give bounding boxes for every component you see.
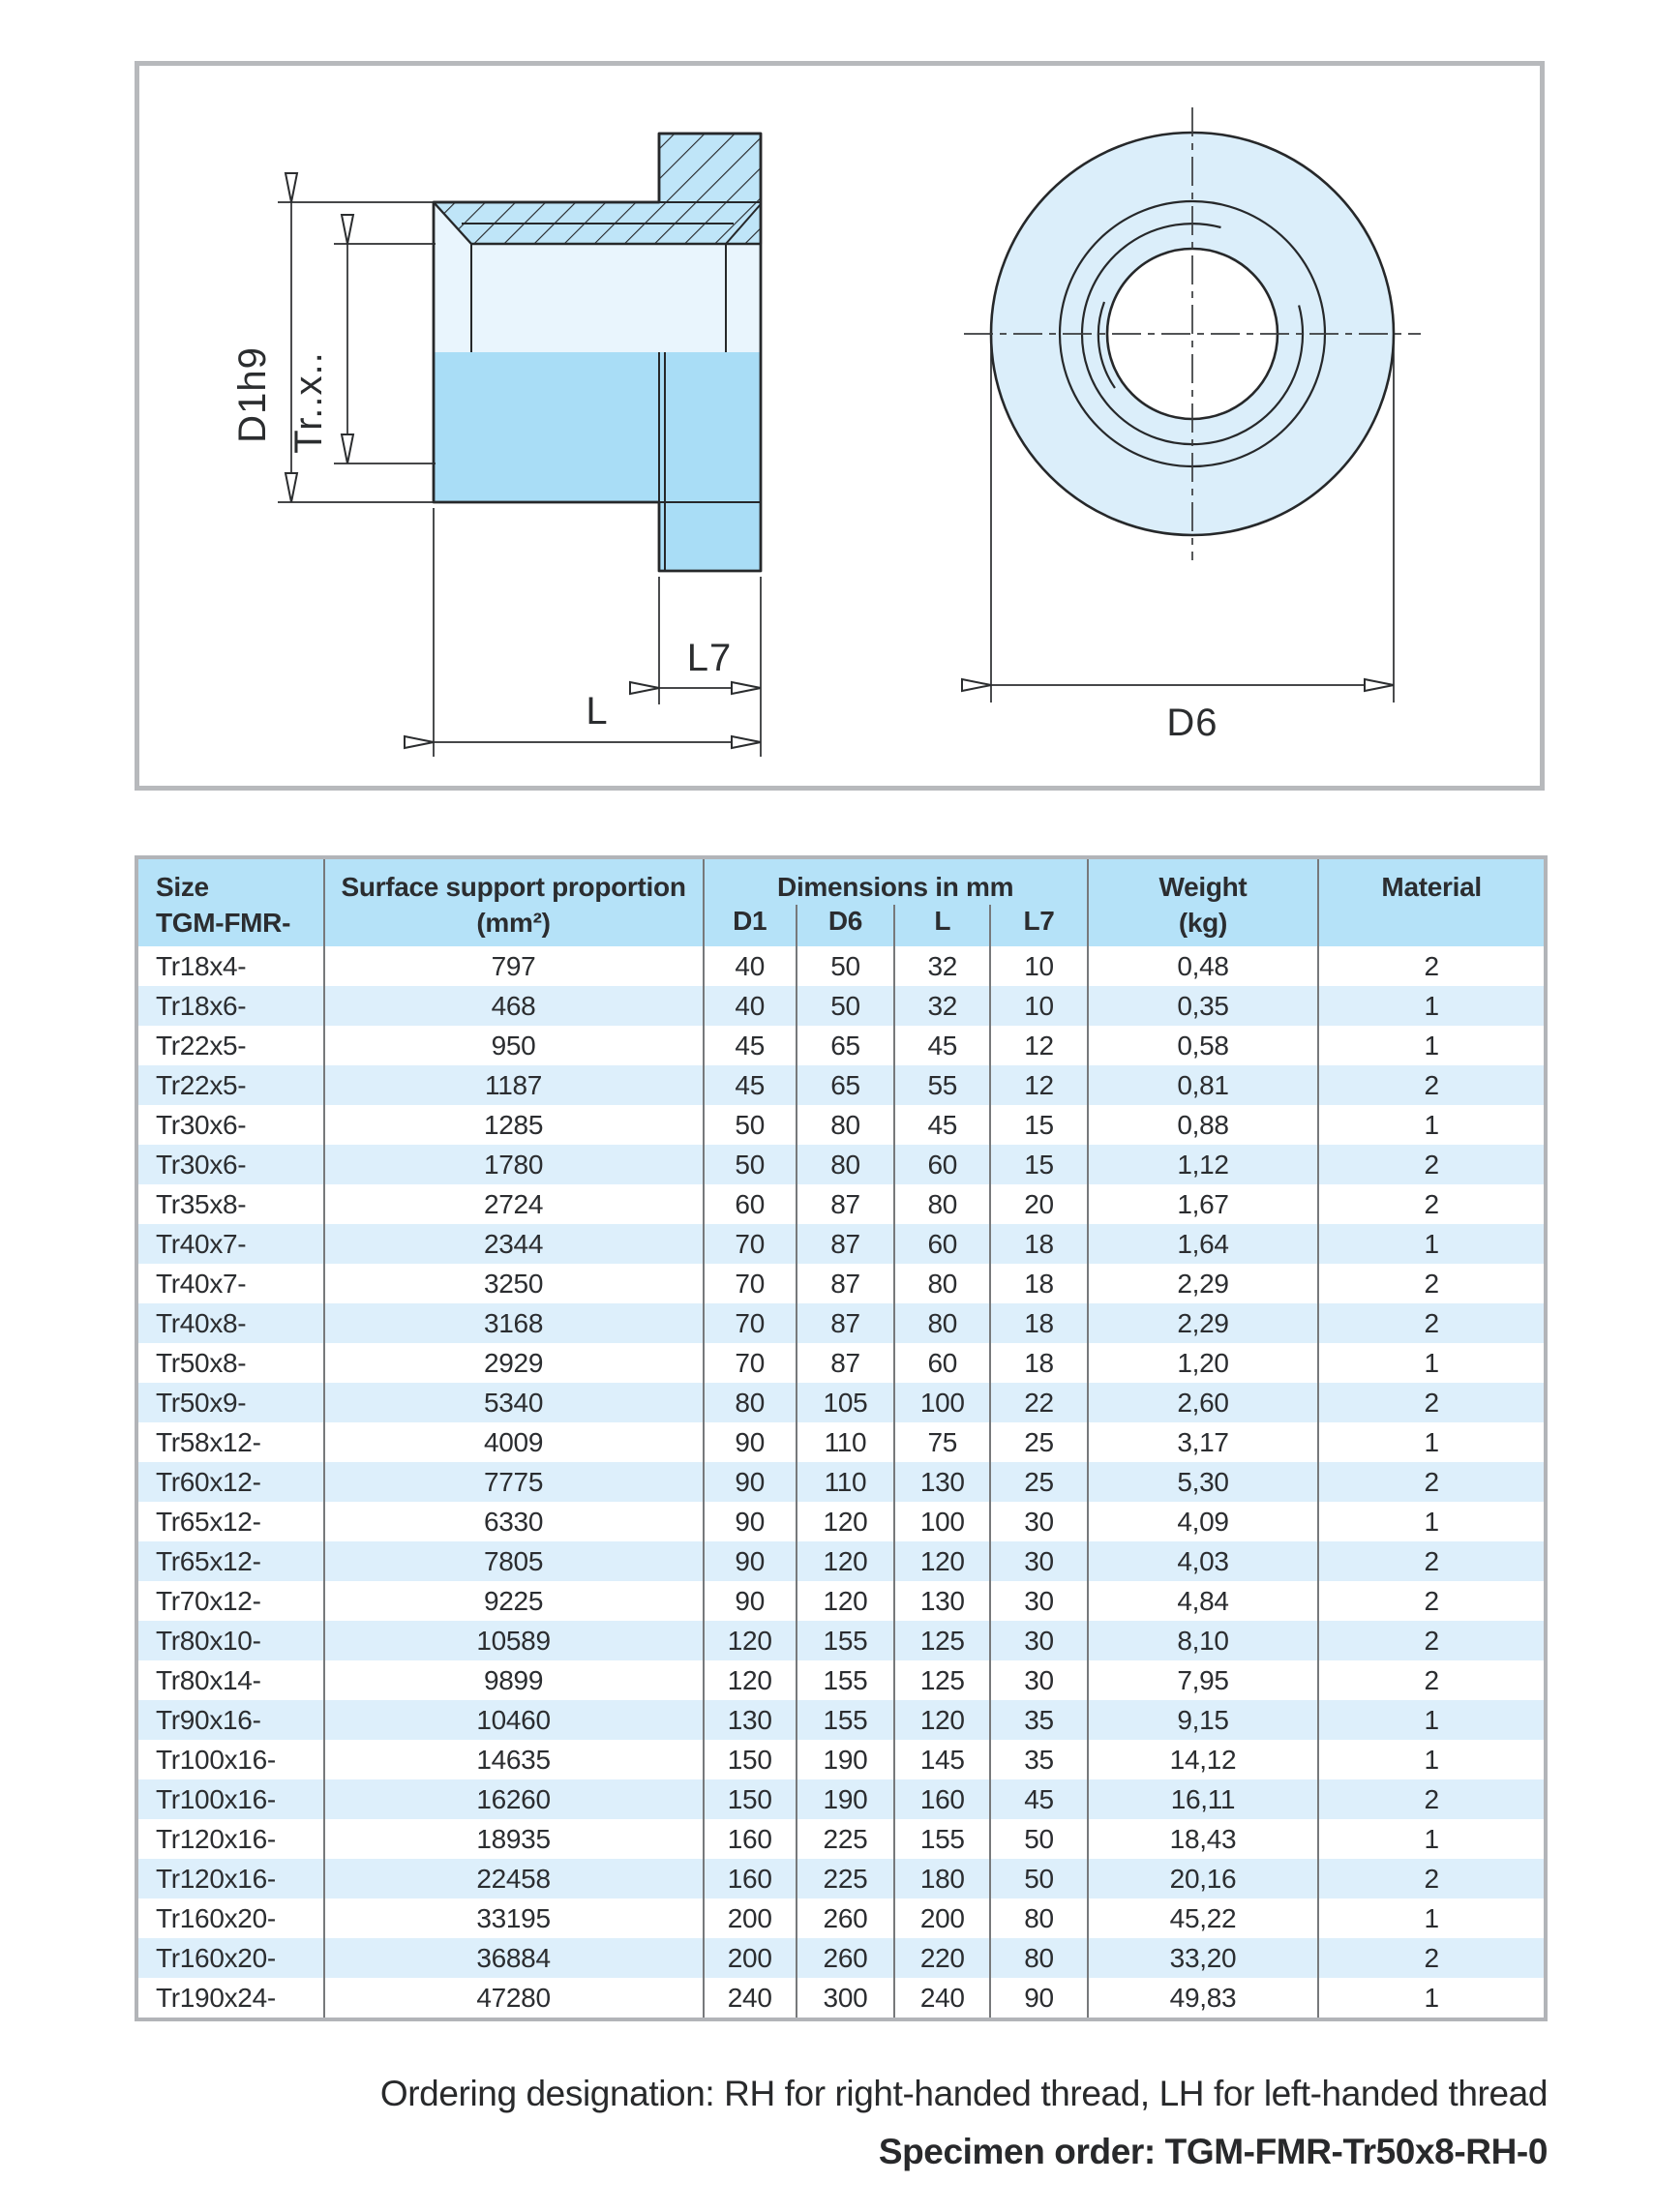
table-cell: 50: [990, 1859, 1087, 1898]
table-cell: Tr65x12-: [156, 1506, 261, 1537]
table-cell: 9,15: [1088, 1700, 1319, 1740]
table-cell: 200: [894, 1898, 990, 1938]
table-row: [136, 1938, 1546, 1978]
table-cell: 12: [990, 1065, 1087, 1105]
table-row: [136, 1105, 1546, 1145]
table-cell: 49,83: [1088, 1978, 1319, 2019]
table-cell: 0,88: [1088, 1105, 1319, 1145]
table-cell: 22458: [324, 1859, 704, 1898]
header-size-line2: TGM-FMR-: [156, 908, 291, 938]
table-cell: Tr22x5-: [156, 1030, 247, 1061]
table-cell: 240: [704, 1978, 797, 2019]
table-row: [136, 1978, 1546, 2019]
header-size: [136, 857, 324, 946]
table-cell: 155: [894, 1819, 990, 1859]
table-cell: Tr58x12-: [156, 1426, 261, 1457]
table-cell: 0,81: [1088, 1065, 1319, 1105]
table-row: [136, 1065, 1546, 1105]
side-view: [231, 134, 761, 757]
table-cell: 3168: [324, 1303, 704, 1343]
table-cell: 130: [894, 1581, 990, 1621]
table-cell: Tr120x16-: [136, 1859, 324, 1898]
table-cell: 30: [990, 1660, 1087, 1700]
table-cell: 7,95: [1088, 1660, 1319, 1700]
table-cell: 1: [1318, 1422, 1546, 1462]
table-cell: Tr70x12-: [156, 1585, 261, 1616]
table-row: [136, 1422, 1546, 1462]
table-row: [136, 1224, 1546, 1264]
table-cell: 55: [894, 1065, 990, 1105]
table-cell: 35: [990, 1740, 1087, 1779]
table-cell: 14635: [324, 1740, 704, 1779]
table-body: [136, 946, 1546, 2019]
table-cell: 18935: [324, 1819, 704, 1859]
table-cell: 145: [894, 1740, 990, 1779]
table-cell: 25: [990, 1462, 1087, 1502]
table-cell: 0,58: [1088, 1026, 1319, 1065]
table-cell: 22: [990, 1383, 1087, 1422]
table-cell: 18: [990, 1343, 1087, 1383]
table-cell: 120: [797, 1502, 894, 1541]
label-d1h9: D1h9: [231, 346, 274, 443]
table-cell: 160: [704, 1819, 797, 1859]
table-cell: 10: [990, 946, 1087, 986]
table-cell: Tr30x6-: [136, 1145, 324, 1184]
table-cell: 1,64: [1088, 1224, 1319, 1264]
table-cell: 2: [1318, 1184, 1546, 1224]
table-cell: 200: [704, 1898, 797, 1938]
table-cell: 1: [1318, 1343, 1546, 1383]
table-row: [136, 1462, 1546, 1502]
table-cell: Tr80x10-: [136, 1621, 324, 1660]
table-cell: 200: [704, 1938, 797, 1978]
table-row: [136, 1264, 1546, 1303]
table-cell: 18: [990, 1303, 1087, 1343]
front-view: [964, 107, 1421, 744]
table-cell: 1,12: [1088, 1145, 1319, 1184]
table-cell: 45: [894, 1026, 990, 1065]
table-cell: 2724: [324, 1184, 704, 1224]
table-cell: 75: [894, 1422, 990, 1462]
table-cell: 2: [1318, 1779, 1546, 1819]
table-cell: 100: [894, 1502, 990, 1541]
table-cell: 2: [1318, 1859, 1546, 1898]
table-cell: 300: [797, 1978, 894, 2019]
table-cell: 240: [894, 1978, 990, 2019]
table-cell: 45: [990, 1779, 1087, 1819]
table-row: [136, 1026, 1546, 1065]
table-cell: 45: [704, 1065, 797, 1105]
table-cell: 950: [324, 1026, 704, 1065]
table-cell: 10: [990, 986, 1087, 1026]
table-cell: 150: [704, 1740, 797, 1779]
table-cell: 60: [894, 1343, 990, 1383]
table-cell: 32: [894, 946, 990, 986]
table-row: [136, 1779, 1546, 1819]
label-d6: D6: [1166, 702, 1218, 744]
table-cell: 12: [990, 1026, 1087, 1065]
header-col-d1: D1: [704, 905, 797, 946]
table-cell: 50: [704, 1105, 797, 1145]
table-cell: 80: [894, 1264, 990, 1303]
table-cell: 60: [894, 1145, 990, 1184]
header-col-l7: L7: [990, 905, 1087, 946]
table-cell: 4,03: [1088, 1541, 1319, 1581]
table-cell: 18: [990, 1224, 1087, 1264]
table-cell: 80: [990, 1898, 1087, 1938]
table-cell: 125: [894, 1660, 990, 1700]
header-col-d6: D6: [797, 905, 894, 946]
table-cell: 60: [704, 1184, 797, 1224]
table-cell: 16,11: [1088, 1779, 1319, 1819]
table-row: [136, 986, 1546, 1026]
body-lower-half: [434, 352, 761, 571]
table-cell: 1187: [324, 1065, 704, 1105]
table-cell: 180: [894, 1859, 990, 1898]
table-row: [136, 1898, 1546, 1938]
table-cell: 80: [894, 1303, 990, 1343]
technical-drawing-frame: [135, 61, 1545, 791]
table-cell: 1: [1318, 1026, 1546, 1065]
table-cell: 190: [797, 1779, 894, 1819]
table-cell: 260: [797, 1938, 894, 1978]
table-cell: 2,60: [1088, 1383, 1319, 1422]
table-cell: Tr50x9-: [136, 1383, 324, 1422]
table-cell: 87: [797, 1264, 894, 1303]
table-cell: 15: [990, 1145, 1087, 1184]
table-cell: 87: [797, 1224, 894, 1264]
header-dimensions-group: Dimensions in mm: [704, 857, 1088, 905]
table-cell: 87: [797, 1184, 894, 1224]
table-cell: 9899: [324, 1660, 704, 1700]
table-cell: 90: [704, 1581, 797, 1621]
ordering-designation-note: Ordering designation: RH for right-handed thread, LH for left-handed thread: [379, 2074, 1548, 2113]
table-cell: 2: [1318, 1938, 1546, 1978]
table-cell: 3250: [324, 1264, 704, 1303]
header-surface: [324, 857, 704, 946]
table-cell: 1,20: [1088, 1343, 1319, 1383]
table-cell: 120: [797, 1581, 894, 1621]
table-cell: 1780: [324, 1145, 704, 1184]
table-cell: 65: [797, 1026, 894, 1065]
table-cell: 120: [704, 1660, 797, 1700]
table-cell: 2929: [324, 1343, 704, 1383]
table-cell: 220: [894, 1938, 990, 1978]
table-cell: 160: [894, 1779, 990, 1819]
table-row: [136, 1184, 1546, 1224]
table-row: [136, 1740, 1546, 1779]
table-row: [136, 1581, 1546, 1621]
table-cell: 50: [797, 946, 894, 986]
table-cell: 1285: [324, 1105, 704, 1145]
table-cell: 0,48: [1088, 946, 1319, 986]
table-cell: 80: [797, 1105, 894, 1145]
table-cell: 16260: [324, 1779, 704, 1819]
table-cell: 2,29: [1088, 1303, 1319, 1343]
table-cell: 2: [1318, 946, 1546, 986]
header-surface-line1: Surface support proportion: [341, 872, 686, 902]
dimension-tr: [334, 244, 436, 463]
dimension-table: [135, 855, 1548, 2021]
table-cell: 105: [797, 1383, 894, 1422]
header-col-l: L: [894, 905, 990, 946]
table-cell: 4009: [324, 1422, 704, 1462]
header-weight-line2: (kg): [1178, 908, 1228, 938]
table-cell: 47280: [324, 1978, 704, 2019]
table-cell: 18: [990, 1264, 1087, 1303]
table-cell: 35: [990, 1700, 1087, 1740]
label-l7: L7: [686, 637, 733, 679]
table-cell: 7775: [324, 1462, 704, 1502]
table-cell: 2: [1318, 1065, 1546, 1105]
table-cell: Tr30x6-: [156, 1109, 247, 1140]
table-cell: 90: [704, 1541, 797, 1581]
table-cell: 7805: [324, 1541, 704, 1581]
table-cell: Tr18x4-: [156, 950, 247, 981]
table-cell: 468: [324, 986, 704, 1026]
table-cell: Tr22x5-: [136, 1065, 324, 1105]
table-cell: 80: [894, 1184, 990, 1224]
table-cell: 40: [704, 946, 797, 986]
label-tr: Tr..x..: [287, 351, 330, 454]
table-cell: 190: [797, 1740, 894, 1779]
table-cell: 80: [704, 1383, 797, 1422]
header-size-line1: Size: [156, 872, 209, 902]
table-cell: 70: [704, 1264, 797, 1303]
table-cell: 90: [704, 1462, 797, 1502]
table-cell: 120: [894, 1541, 990, 1581]
header-weight-line1: Weight: [1158, 872, 1248, 902]
table-cell: 1: [1318, 1898, 1546, 1938]
table-row: [136, 1859, 1546, 1898]
table-cell: 125: [894, 1621, 990, 1660]
table-row: [136, 1819, 1546, 1859]
table-row: [136, 1621, 1546, 1660]
table-cell: 2: [1318, 1621, 1546, 1660]
table-cell: 50: [704, 1145, 797, 1184]
table-row: [136, 1343, 1546, 1383]
table-cell: 150: [704, 1779, 797, 1819]
table-cell: 4,09: [1088, 1502, 1319, 1541]
table-cell: 1: [1318, 1740, 1546, 1779]
table-cell: Tr40x7-: [156, 1268, 247, 1299]
table-cell: 1: [1318, 1978, 1546, 2019]
table-cell: 4,84: [1088, 1581, 1319, 1621]
table-cell: 2: [1318, 1303, 1546, 1343]
table-row: [136, 1541, 1546, 1581]
table-cell: 70: [704, 1303, 797, 1343]
table-cell: 2: [1318, 1462, 1546, 1502]
table-cell: 10460: [324, 1700, 704, 1740]
table-cell: 1: [1318, 1224, 1546, 1264]
table-cell: 33,20: [1088, 1938, 1319, 1978]
table-cell: Tr80x14-: [156, 1664, 261, 1695]
table-cell: Tr90x16-: [136, 1700, 324, 1740]
table-cell: 797: [324, 946, 704, 986]
section-hatch: [434, 134, 761, 244]
table-cell: 90: [990, 1978, 1087, 2019]
table-cell: 18,43: [1088, 1819, 1319, 1859]
table-cell: Tr100x16-: [156, 1744, 276, 1775]
table-cell: 20,16: [1088, 1859, 1319, 1898]
table-cell: Tr100x16-: [136, 1779, 324, 1819]
table-cell: 9225: [324, 1581, 704, 1621]
table-cell: 8,10: [1088, 1621, 1319, 1660]
table-cell: 100: [894, 1383, 990, 1422]
table-cell: 130: [704, 1700, 797, 1740]
table-cell: 87: [797, 1343, 894, 1383]
label-l: L: [586, 690, 609, 732]
table-cell: 120: [704, 1621, 797, 1660]
table-cell: 0,35: [1088, 986, 1319, 1026]
table-cell: 10589: [324, 1621, 704, 1660]
table-cell: 60: [894, 1224, 990, 1264]
table-cell: 32: [894, 986, 990, 1026]
table-cell: Tr18x6-: [136, 986, 324, 1026]
table-cell: 80: [797, 1145, 894, 1184]
table-row: [136, 1303, 1546, 1343]
table-cell: 90: [704, 1422, 797, 1462]
table-cell: 70: [704, 1343, 797, 1383]
table-cell: 30: [990, 1502, 1087, 1541]
table-row: [136, 946, 1546, 986]
table-cell: Tr50x8-: [156, 1347, 247, 1378]
table-cell: 45: [704, 1026, 797, 1065]
table-cell: 1: [1318, 1819, 1546, 1859]
table-cell: 80: [990, 1938, 1087, 1978]
table-cell: 45: [894, 1105, 990, 1145]
table-cell: Tr40x7-: [136, 1224, 324, 1264]
table-cell: Tr60x12-: [136, 1462, 324, 1502]
table-cell: 40: [704, 986, 797, 1026]
table-cell: 260: [797, 1898, 894, 1938]
table-cell: 1: [1318, 1502, 1546, 1541]
header-surface-line2: (mm²): [476, 908, 551, 938]
table-row: [136, 1383, 1546, 1422]
table-cell: 1,67: [1088, 1184, 1319, 1224]
table-cell: 36884: [324, 1938, 704, 1978]
table-cell: 2: [1318, 1264, 1546, 1303]
table-cell: 160: [704, 1859, 797, 1898]
table-cell: 120: [894, 1700, 990, 1740]
table-cell: 14,12: [1088, 1740, 1319, 1779]
table-cell: Tr190x24-: [156, 1982, 276, 2013]
table-cell: Tr120x16-: [156, 1823, 276, 1854]
table-cell: 155: [797, 1660, 894, 1700]
table-cell: 3,17: [1088, 1422, 1319, 1462]
table-cell: 110: [797, 1462, 894, 1502]
table-cell: 87: [797, 1303, 894, 1343]
table-cell: 30: [990, 1541, 1087, 1581]
table-cell: 5340: [324, 1383, 704, 1422]
table-cell: 2,29: [1088, 1264, 1319, 1303]
table-cell: 1: [1318, 1105, 1546, 1145]
table-cell: 30: [990, 1581, 1087, 1621]
table-cell: 33195: [324, 1898, 704, 1938]
table-cell: Tr160x20-: [136, 1938, 324, 1978]
table-row: [136, 1145, 1546, 1184]
table-cell: 65: [797, 1065, 894, 1105]
table-cell: Tr65x12-: [136, 1541, 324, 1581]
table-row: [136, 1660, 1546, 1700]
table-cell: 2: [1318, 1660, 1546, 1700]
table-cell: 155: [797, 1621, 894, 1660]
table-cell: 20: [990, 1184, 1087, 1224]
table-cell: 2: [1318, 1383, 1546, 1422]
table-cell: 5,30: [1088, 1462, 1319, 1502]
table-cell: 2: [1318, 1145, 1546, 1184]
table-row: [136, 1700, 1546, 1740]
table-cell: 130: [894, 1462, 990, 1502]
table-cell: 110: [797, 1422, 894, 1462]
table-cell: 2: [1318, 1581, 1546, 1621]
table-cell: 225: [797, 1859, 894, 1898]
table-cell: 90: [704, 1502, 797, 1541]
header-material: Material: [1318, 857, 1546, 946]
table-cell: 70: [704, 1224, 797, 1264]
table-cell: 25: [990, 1422, 1087, 1462]
header-weight: [1088, 857, 1319, 946]
table-cell: 2: [1318, 1541, 1546, 1581]
table-cell: 1: [1318, 986, 1546, 1026]
technical-drawing: [139, 66, 1540, 786]
table-cell: 6330: [324, 1502, 704, 1541]
table-cell: 120: [797, 1541, 894, 1581]
table-cell: 1: [1318, 1700, 1546, 1740]
table-cell: 50: [797, 986, 894, 1026]
table-cell: Tr35x8-: [156, 1188, 247, 1219]
table-cell: 50: [990, 1819, 1087, 1859]
table-cell: Tr160x20-: [156, 1902, 276, 1933]
table-cell: 155: [797, 1700, 894, 1740]
table-cell: 225: [797, 1819, 894, 1859]
table-cell: 30: [990, 1621, 1087, 1660]
table-cell: 15: [990, 1105, 1087, 1145]
table-header: [136, 857, 1546, 946]
table-cell: 2344: [324, 1224, 704, 1264]
table-cell: 45,22: [1088, 1898, 1319, 1938]
table-row: [136, 1502, 1546, 1541]
table-cell: Tr40x8-: [136, 1303, 324, 1343]
specimen-order: Specimen order: TGM-FMR-Tr50x8-RH-0: [878, 2132, 1548, 2171]
